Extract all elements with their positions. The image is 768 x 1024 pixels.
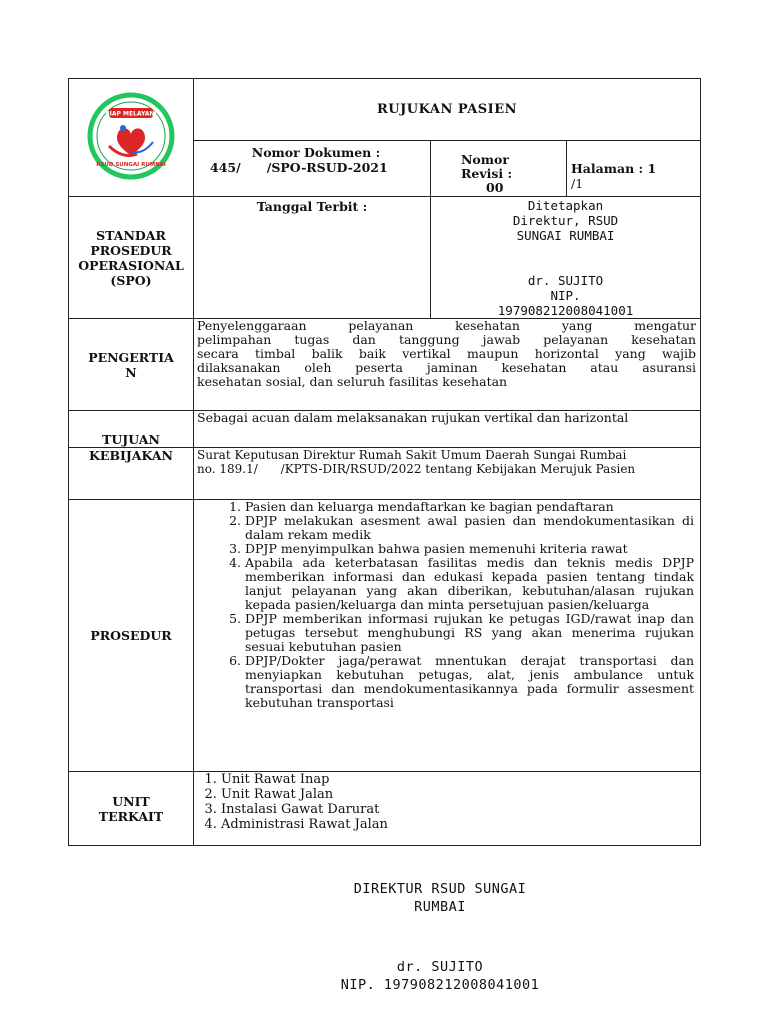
- pengertian-line: kesehatan sosial, dan seluruh fasilitas kesehatan: [197, 374, 508, 389]
- pengertian-label-2: N: [125, 364, 137, 380]
- unit-item: 1. Unit Rawat Inap: [221, 772, 697, 787]
- unit-terkait-content: [194, 772, 701, 846]
- ditetapkan-cell: [431, 197, 701, 319]
- pengertian-label: [69, 319, 194, 411]
- footer-doctor: dr. SUJITO: [396, 959, 484, 975]
- footer-title-2: RUMBAI: [414, 899, 466, 915]
- kebijakan-line-2: no. 189.1/ /KPTS-DIR/RSUD/2022 tentang Kebijakan Merujuk Pasien: [197, 462, 636, 476]
- prosedur-step: 6. DPJP/Dokter jaga/perawat mnentukan derajat transportasi dan menyiapkan kebutuhan petugas, alat, jenis ambulance untuk transportasi dan mendokumentasikannya pada formulir assesment kebutuhan transportasi: [245, 654, 694, 710]
- prosedur-step: 4. Apabila ada keterbatasan fasilitas medis dan teknis medis DPJP memberikan informasi dan edukasi kepada pasien tentang tindak lanjut pelayanan yang akan diberikan, kebutuhan/alasan rujukan kepada pasien/keluarga dan minta persetujuan pasien/keluarga: [245, 556, 694, 612]
- nomor-revisi-label-1: Nomor: [461, 152, 509, 167]
- pengertian-line: secara timbal balik baik vertikal maupun horizontal yang wajib: [197, 346, 697, 361]
- ditetapkan-text: Ditetapkan: [527, 198, 604, 213]
- direktur-line: Direktur, RSUD: [512, 213, 619, 228]
- document-title: RUJUKAN PASIEN: [194, 79, 701, 141]
- unit-terkait-label: [69, 772, 194, 846]
- footer-title-1: DIREKTUR RSUD SUNGAI: [353, 881, 527, 897]
- unit-terkait-list: [197, 772, 697, 832]
- prosedur-content: [194, 500, 701, 772]
- prosedur-step: 2. DPJP melakukan asesment awal pasien dan mendokumentasikan di dalam rekam medik: [245, 514, 694, 542]
- footer-signature: [300, 880, 580, 916]
- unit-item: 2. Unit Rawat Jalan: [221, 787, 697, 802]
- unit-terkait-label-1: UNIT: [112, 793, 150, 809]
- nomor-dokumen-value: 445/ /SPO-RSUD-2021: [210, 160, 388, 175]
- pengertian-line: pelimpahan tugas dan tanggung jawab pelayanan kesehatan: [197, 332, 697, 347]
- unit-item: 4. Administrasi Rawat Jalan: [221, 817, 697, 832]
- prosedur-list: [197, 500, 694, 710]
- rs-name: SUNGAI RUMBAI: [516, 228, 615, 243]
- tujuan-label: TUJUAN: [69, 411, 194, 448]
- logo-cell: [69, 79, 194, 197]
- nomor-revisi-value: 00: [486, 180, 504, 195]
- spo-table: [68, 78, 701, 846]
- kebijakan-text: [194, 448, 701, 500]
- spo-label: STANDAR PROSEDUR OPERASIONAL (SPO): [69, 197, 194, 319]
- nomor-revisi-label-2: Revisi :: [461, 166, 513, 181]
- prosedur-step: 1. Pasien dan keluarga mendaftarkan ke bagian pendaftaran: [245, 500, 694, 514]
- hospital-logo: [87, 92, 175, 180]
- kebijakan-label: KEBIJAKAN: [69, 448, 194, 500]
- prosedur-step: 5. DPJP memberikan informasi rujukan ke petugas IGD/rawat inap dan petugas tersebut menghubungi RS yang akan menerima rujukan sesuai kebutuhan pasien: [245, 612, 694, 654]
- unit-terkait-label-2: TERKAIT: [98, 808, 164, 824]
- halaman-line-2: /1: [571, 176, 584, 191]
- logo-top-text: SIAP MELAYANI: [105, 110, 157, 118]
- prosedur-step: 3. DPJP menyimpulkan bahwa pasien memenuhi kriteria rawat: [245, 542, 694, 556]
- nomor-dokumen-cell: [194, 141, 431, 197]
- footer-signatory: [300, 958, 580, 994]
- nomor-dokumen-label: Nomor Dokumen :: [251, 145, 381, 160]
- pengertian-text: [194, 319, 701, 411]
- pengertian-line: dilaksanakan oleh peserta jaminan kesehatan atau asuransi: [197, 360, 697, 375]
- kebijakan-line-1: Surat Keputusan Direktur Rumah Sakit Umum Daerah Sungai Rumbai: [197, 448, 627, 462]
- pengertian-label-1: PENGERTIA: [88, 349, 174, 365]
- halaman-line-1: Halaman : 1: [571, 161, 657, 176]
- nip-value: 197908212008041001: [497, 303, 634, 318]
- tujuan-text: Sebagai acuan dalam melaksanakan rujukan vertikal dan harizontal: [194, 411, 701, 448]
- footer-nip: NIP. 197908212008041001: [340, 977, 540, 993]
- pengertian-line: Penyelenggaraan pelayanan kesehatan yang mengatur: [197, 318, 697, 333]
- unit-item: 3. Instalasi Gawat Darurat: [221, 802, 697, 817]
- halaman-cell: [567, 141, 701, 197]
- signatory-doctor: dr. SUJITO: [527, 273, 604, 288]
- nip-label: NIP.: [550, 288, 581, 303]
- prosedur-label: PROSEDUR: [69, 500, 194, 772]
- logo-bottom-text: RSUD SUNGAI RUMBAI: [96, 162, 166, 168]
- tanggal-terbit-label: Tanggal Terbit :: [194, 197, 431, 319]
- nomor-revisi-cell: [431, 141, 567, 197]
